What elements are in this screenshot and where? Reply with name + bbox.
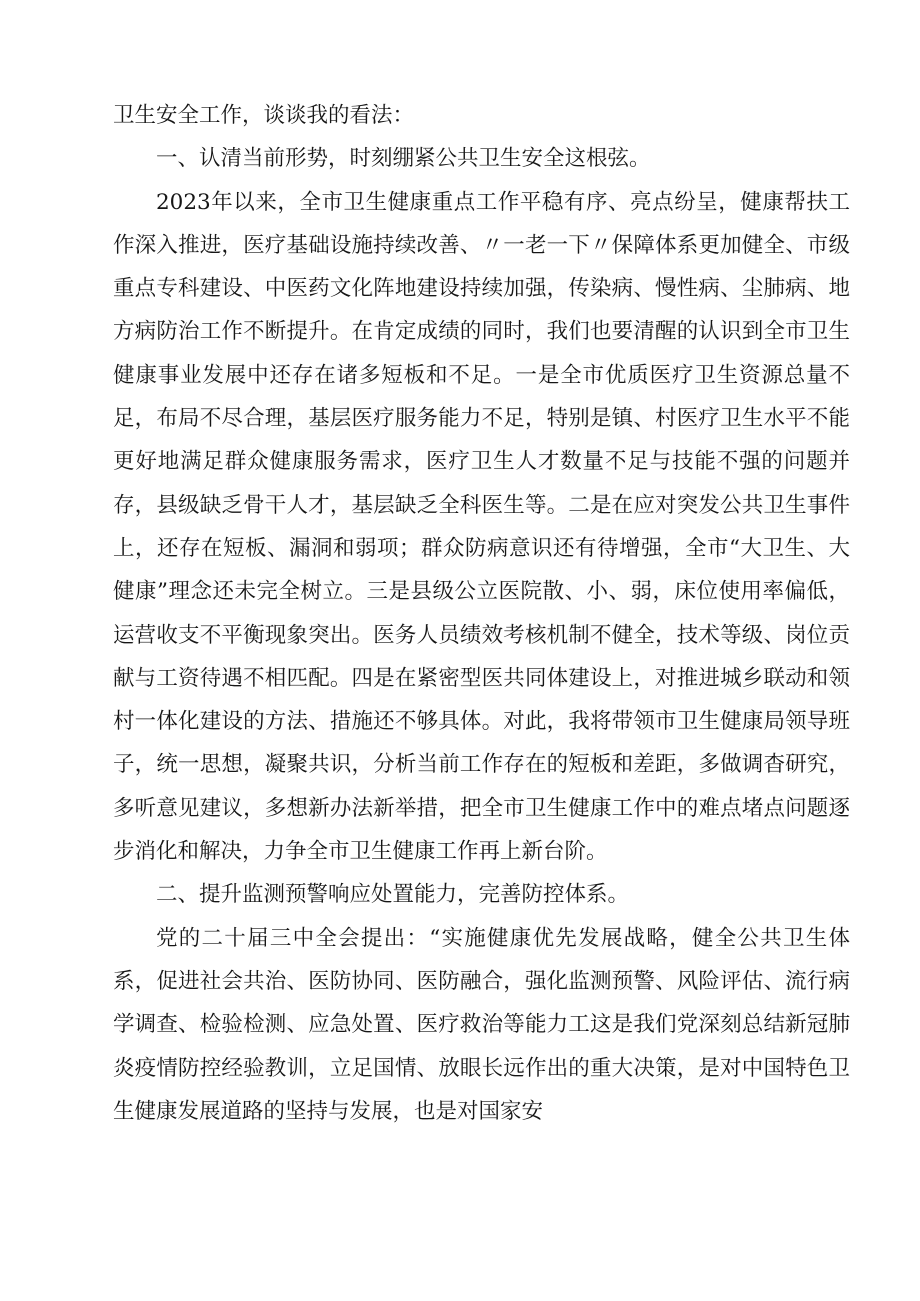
body-paragraph-2: 党的二十届三中全会提出：“实施健康优先发展战略，健全公共卫生体系，促进社会共治、医防协同、医防融合，强化监测预警、风险评估、流行病学调查、检验检测、应急处置、医疗救治等能力工这是我们党深刻总结新冠肺炎疫情防控经验教训，立足国情、放眼长远作出的重大决策，是对中国特色卫生健康发展道路的坚持与发展，也是对国家安	[113, 925, 850, 1124]
body-paragraph-1: 2023年以来，全市卫生健康重点工作平稳有序、亮点纷呈，健康帮扶工作深入推进，医疗基础设施持续改善、〃一老一下〃保障体系更加健全、市级重点专科建设、中医药文化阵地建设持续加强，传染病、慢性病、尘肺病、地方病防治工作不断提升。在肯定成绩的同时，我们也要清醒的认识到全市卫生健康事业发展中还存在诸多短板和不足。一是全市优质医疗卫生资源总量不足，布局不尽合理，基层医疗服务能力不足，特别是镇、村医疗卫生水平不能更好地满足群众健康服务需求，医疗卫生人才数量不足与技能不强的问题并存，县级缺乏骨干人才，基层缺乏全科医生等。二是在应对突发公共卫生事件上，还存在短板、漏洞和弱项；群众防病意识还有待增强，全市“大卫生、大健康”理念还未完全树立。三是县级公立医院散、小、弱，床位使用率偏低，运营收支不平衡现象突出。医务人员绩效考核机制不健全，技术等级、岗位贡献与工资待遇不相匹配。四是在紧密型医共同体建设上，对推进城乡联动和领村一体化建设的方法、措施还不够具体。对此，我将带领市卫生健康局领导班子，统一思想，凝聚共识，分析当前工作存在的短板和差距，多做调杳研究，多听意见建议，多想新办法新举措，把全市卫生健康工作中的难点堵点问题逐步消化和解决，力争全市卫生健康工作再上新台阶。	[113, 189, 850, 865]
document-body	[113, 94, 850, 1133]
section-heading-1: 一、认清当前形势，时刻绷紧公共卫生安全这根弦。	[156, 146, 651, 172]
intro-line: 卫生安全工作，谈谈我的看法：	[113, 103, 415, 128]
section-heading-2: 二、提升监测预警响应处置能力，完善防控体系。	[156, 882, 630, 908]
